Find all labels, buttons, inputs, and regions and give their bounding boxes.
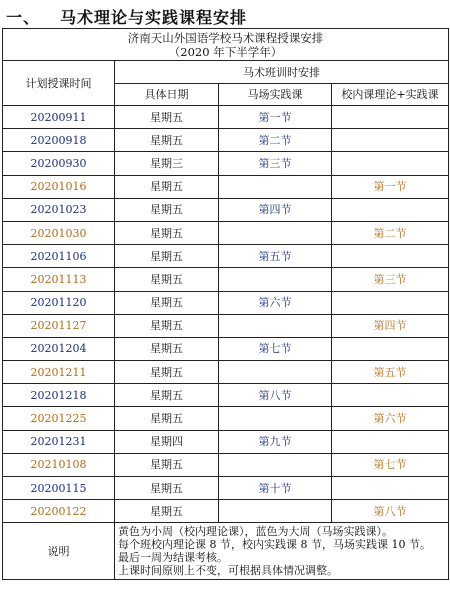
row-weekday: 星期五 bbox=[115, 245, 219, 268]
row-field-lesson bbox=[219, 268, 332, 291]
header-group: 马术班训时安排 bbox=[115, 61, 449, 84]
row-field-lesson: 第七节 bbox=[219, 337, 332, 360]
row-field-lesson: 第五节 bbox=[219, 245, 332, 268]
row-campus-lesson: 第七节 bbox=[332, 453, 449, 476]
note-line: 每个班校内理论课 8 节，校内实践课 8 节，马场实践课 10 节。 bbox=[118, 538, 431, 552]
table-row bbox=[3, 314, 449, 337]
header-campus-lesson: 校内课理论+实践课 bbox=[332, 84, 449, 106]
row-campus-lesson: 第四节 bbox=[332, 314, 449, 337]
notes-label: 说明 bbox=[3, 523, 115, 580]
row-field-lesson: 第三节 bbox=[219, 152, 332, 175]
row-weekday: 星期五 bbox=[115, 407, 219, 430]
row-date: 20200930 bbox=[3, 152, 115, 175]
row-weekday: 星期五 bbox=[115, 175, 219, 198]
row-date: 20201211 bbox=[3, 361, 115, 384]
row-weekday: 星期五 bbox=[115, 198, 219, 221]
row-campus-lesson: 第八节 bbox=[332, 500, 449, 523]
row-field-lesson bbox=[219, 361, 332, 384]
row-field-lesson: 第六节 bbox=[219, 291, 332, 314]
row-campus-lesson bbox=[332, 152, 449, 175]
row-date: 20201225 bbox=[3, 407, 115, 430]
row-weekday: 星期五 bbox=[115, 314, 219, 337]
table-title bbox=[3, 29, 449, 61]
table-row bbox=[3, 198, 449, 221]
row-date: 20201016 bbox=[3, 175, 115, 198]
table-row bbox=[3, 407, 449, 430]
row-field-lesson bbox=[219, 500, 332, 523]
table-row bbox=[3, 453, 449, 476]
table-row bbox=[3, 129, 449, 152]
row-date: 20210108 bbox=[3, 453, 115, 476]
row-date: 20200918 bbox=[3, 129, 115, 152]
row-campus-lesson bbox=[332, 245, 449, 268]
row-date: 20201030 bbox=[3, 221, 115, 244]
row-weekday: 星期五 bbox=[115, 291, 219, 314]
row-field-lesson bbox=[219, 407, 332, 430]
table-title-line1: 济南天山外国语学校马术课程授课安排 bbox=[127, 30, 324, 45]
row-field-lesson: 第九节 bbox=[219, 430, 332, 453]
row-weekday: 星期五 bbox=[115, 221, 219, 244]
row-field-lesson bbox=[219, 221, 332, 244]
row-weekday: 星期五 bbox=[115, 268, 219, 291]
header-day: 具体日期 bbox=[115, 84, 219, 106]
row-date: 20200122 bbox=[3, 500, 115, 523]
row-date: 20200911 bbox=[3, 106, 115, 129]
table-row bbox=[3, 361, 449, 384]
row-date: 20201120 bbox=[3, 291, 115, 314]
header-field-lesson: 马场实践课 bbox=[219, 84, 332, 106]
section-number: 一、 bbox=[6, 8, 41, 27]
note-line: 最后一周为结课考核。 bbox=[118, 551, 228, 565]
row-weekday: 星期五 bbox=[115, 361, 219, 384]
row-campus-lesson: 第一节 bbox=[332, 175, 449, 198]
table-row bbox=[3, 245, 449, 268]
row-campus-lesson bbox=[332, 291, 449, 314]
row-campus-lesson: 第二节 bbox=[332, 221, 449, 244]
row-field-lesson: 第四节 bbox=[219, 198, 332, 221]
row-date: 20201127 bbox=[3, 314, 115, 337]
table-title-line2: （2020 年下半学年） bbox=[168, 44, 283, 59]
row-campus-lesson bbox=[332, 384, 449, 407]
row-campus-lesson bbox=[332, 198, 449, 221]
row-date: 20201106 bbox=[3, 245, 115, 268]
row-weekday: 星期五 bbox=[115, 477, 219, 500]
row-weekday: 星期五 bbox=[115, 384, 219, 407]
row-date: 20201204 bbox=[3, 337, 115, 360]
table-row bbox=[3, 268, 449, 291]
note-line: 黄色为小周（校内理论课），蓝色为大周（马场实践课）。 bbox=[118, 525, 393, 539]
row-field-lesson bbox=[219, 453, 332, 476]
table-row bbox=[3, 500, 449, 523]
row-campus-lesson bbox=[332, 106, 449, 129]
row-field-lesson bbox=[219, 175, 332, 198]
row-weekday: 星期五 bbox=[115, 453, 219, 476]
row-campus-lesson: 第三节 bbox=[332, 268, 449, 291]
row-weekday: 星期五 bbox=[115, 106, 219, 129]
table-row bbox=[3, 477, 449, 500]
row-weekday: 星期三 bbox=[115, 152, 219, 175]
row-field-lesson: 第十节 bbox=[219, 477, 332, 500]
row-weekday: 星期五 bbox=[115, 337, 219, 360]
row-campus-lesson bbox=[332, 337, 449, 360]
row-field-lesson: 第一节 bbox=[219, 106, 332, 129]
table-row bbox=[3, 291, 449, 314]
notes-row bbox=[3, 523, 449, 580]
row-field-lesson bbox=[219, 314, 332, 337]
row-weekday: 星期四 bbox=[115, 430, 219, 453]
row-date: 20201113 bbox=[3, 268, 115, 291]
schedule-table bbox=[2, 28, 449, 580]
table-row bbox=[3, 106, 449, 129]
table-row bbox=[3, 152, 449, 175]
row-date: 20201231 bbox=[3, 430, 115, 453]
row-field-lesson: 第八节 bbox=[219, 384, 332, 407]
table-row bbox=[3, 175, 449, 198]
row-date: 20200115 bbox=[3, 477, 115, 500]
row-campus-lesson: 第六节 bbox=[332, 407, 449, 430]
row-field-lesson: 第二节 bbox=[219, 129, 332, 152]
row-campus-lesson bbox=[332, 477, 449, 500]
row-campus-lesson bbox=[332, 129, 449, 152]
table-row bbox=[3, 430, 449, 453]
row-weekday: 星期五 bbox=[115, 500, 219, 523]
row-date: 20201218 bbox=[3, 384, 115, 407]
row-campus-lesson: 第五节 bbox=[332, 361, 449, 384]
header-plan-time: 计划授课时间 bbox=[3, 61, 115, 106]
section-title: 马术理论与实践课程安排 bbox=[60, 8, 248, 27]
table-row bbox=[3, 384, 449, 407]
note-line: 上课时间原则上不变，可根据具体情况调整。 bbox=[118, 564, 338, 578]
table-row bbox=[3, 337, 449, 360]
row-campus-lesson bbox=[332, 430, 449, 453]
row-date: 20201023 bbox=[3, 198, 115, 221]
notes-text bbox=[115, 523, 449, 580]
table-row bbox=[3, 221, 449, 244]
row-weekday: 星期五 bbox=[115, 129, 219, 152]
